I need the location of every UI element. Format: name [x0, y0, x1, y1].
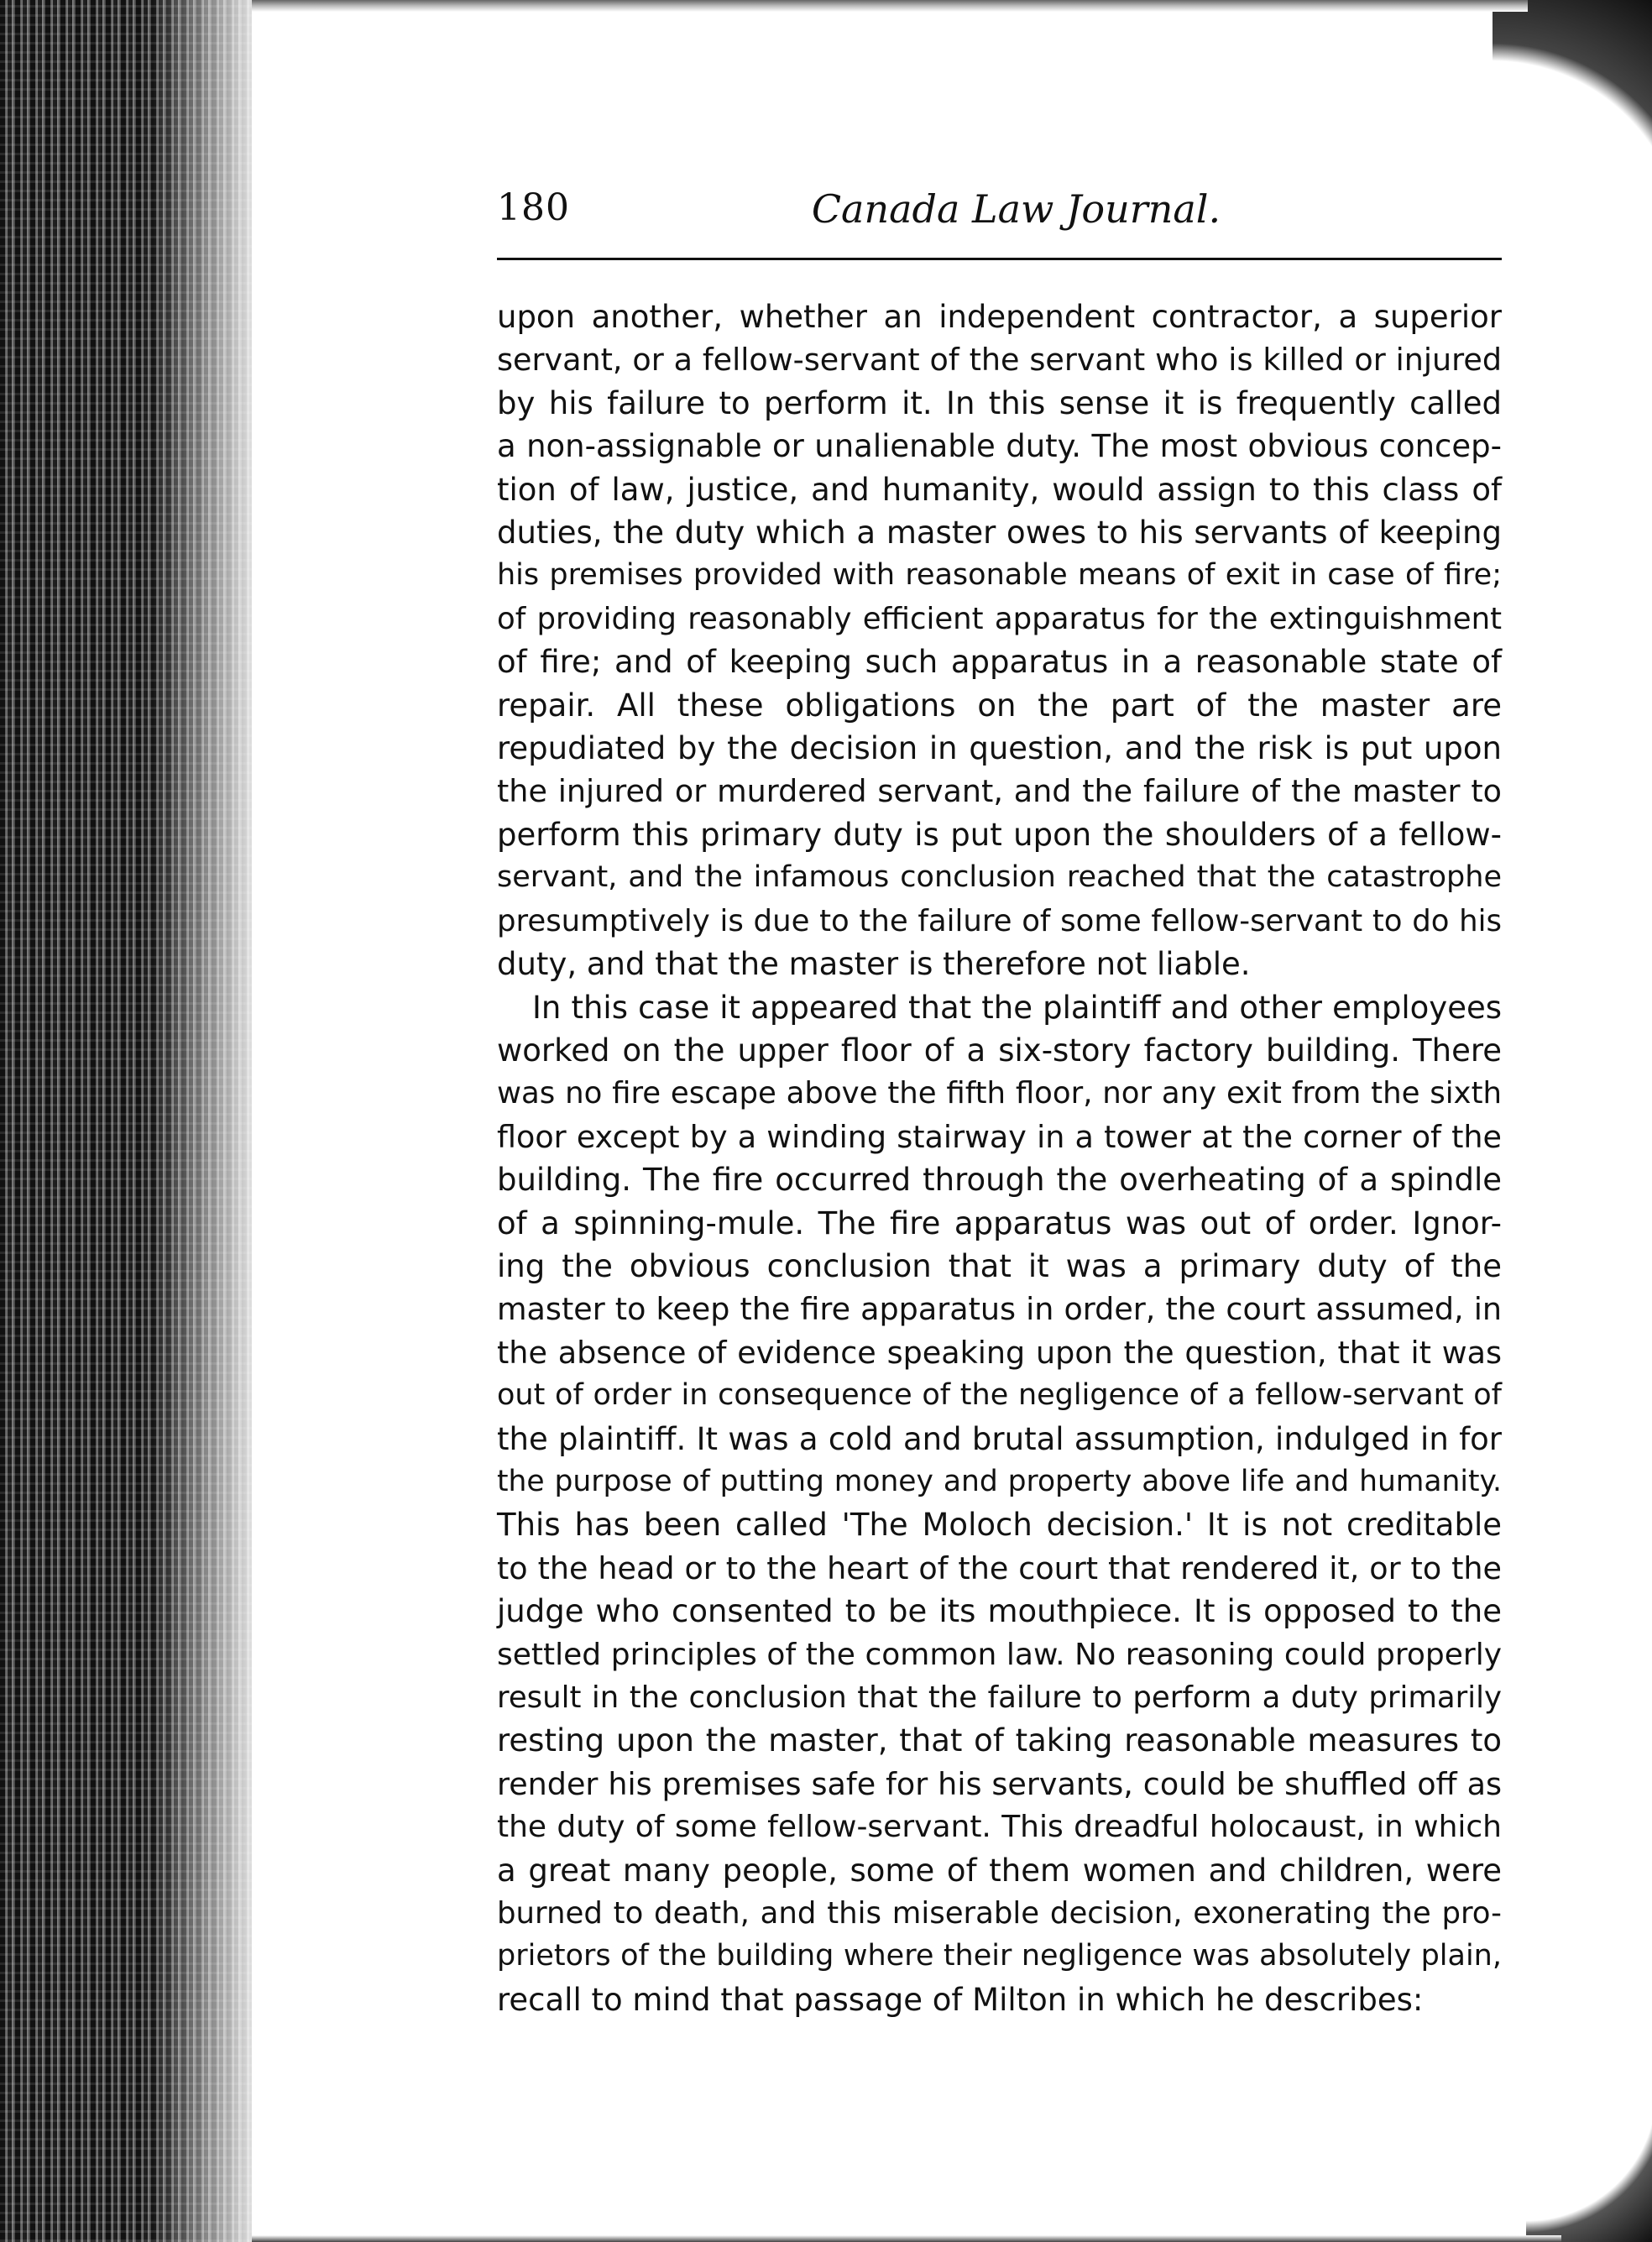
text-line: worked on the upper floor of a six-story factory building. There	[497, 1032, 1502, 1069]
text-line: servant, or a fellow-servant of the servant who is killed or injured	[497, 342, 1502, 379]
text-line: of a spinning-mule. The fire apparatus was out of order. Ignor-	[497, 1205, 1502, 1241]
page-bottom-edge	[252, 2235, 1561, 2242]
text-line: his premises provided with reasonable means of exit in case of fire;	[497, 558, 1502, 593]
paragraph-1	[497, 295, 1502, 986]
text-line: duty, and that the master is therefore not liable.	[497, 946, 1251, 983]
text-line: repair. All these obligations on the part of the master are	[497, 687, 1502, 724]
text-line: floor except by a winding stairway in a tower at the corner of the	[497, 1118, 1502, 1155]
text-line: recall to mind that passage of Milton in which he describes:	[497, 1981, 1424, 2018]
text-line: a great many people, some of them women and children, were	[497, 1852, 1502, 1889]
text-line: to the head or to the heart of the court that rendered it, or to the	[497, 1550, 1502, 1586]
text-line: judge who consented to be its mouthpiece. It is opposed to the	[497, 1593, 1502, 1630]
text-line: of providing reasonably efficient apparatus for the extinguishment	[497, 601, 1502, 636]
text-line: building. The fire occurred through the overheating of a spindle	[497, 1162, 1502, 1199]
text-line: upon another, whether an independent contractor, a superior	[497, 299, 1502, 335]
text-line: the duty of some fellow-servant. This dreadful holocaust, in which	[497, 1810, 1502, 1845]
page-number: 180	[497, 186, 570, 229]
text-line: ing the obvious conclusion that it was a primary duty of the	[497, 1247, 1502, 1284]
text-line: out of order in consequence of the negligence of a fellow-servant of	[497, 1378, 1502, 1413]
text-line: was no fire escape above the fifth floor, nor any exit from the sixth	[497, 1076, 1502, 1111]
text-line: result in the conclusion that the failure to perform a duty primarily	[497, 1680, 1502, 1715]
text-line: the absence of evidence speaking upon the question, that it was	[497, 1334, 1502, 1371]
text-line: the purpose of putting money and property above life and humanity.	[497, 1464, 1502, 1498]
text-line: of fire; and of keeping such apparatus in a reasonable state of	[497, 644, 1502, 681]
text-line: resting upon the master, that of taking reasonable measures to	[497, 1722, 1502, 1759]
running-head: Canada Law Journal.	[811, 186, 1221, 232]
text-line: master to keep the fire apparatus in order, the court assumed, in	[497, 1291, 1502, 1328]
text-line: perform this primary duty is put upon the shoulders of a fellow-	[497, 816, 1502, 853]
text-line: In this case it appeared that the plaintiff and other employees	[532, 989, 1502, 1026]
text-line: a non-assignable or unalienable duty. The most obvious concep-	[497, 428, 1502, 465]
paragraph-2	[497, 986, 1502, 2022]
header-rule	[497, 258, 1502, 260]
body-text	[497, 295, 1502, 2021]
text-line: prietors of the building where their negligence was absolutely plain,	[497, 1939, 1502, 1973]
text-line: the plaintiff. It was a cold and brutal assumption, indulged in for	[497, 1420, 1502, 1457]
text-line: render his premises safe for his servants, could be shuffled off as	[497, 1765, 1502, 1802]
page-corner-top-right	[1493, 0, 1652, 252]
page-corner-bottom-right	[1526, 2091, 1652, 2242]
text-line: repudiated by the decision in question, and the risk is put upon	[497, 730, 1502, 767]
text-line: This has been called 'The Moloch decision.' It is not creditable	[497, 1507, 1502, 1544]
page-header	[497, 186, 1502, 253]
binding-shadow	[151, 0, 269, 2242]
text-line: servant, and the infamous conclusion reached that the catastrophe	[497, 860, 1502, 895]
text-line: the injured or murdered servant, and the failure of the master to	[497, 773, 1502, 810]
text-line: by his failure to perform it. In this sense it is frequently called	[497, 384, 1502, 421]
text-line: burned to death, and this miserable decision, exonerating the pro-	[497, 1896, 1502, 1931]
text-line: presumptively is due to the failure of some fellow-servant to do his	[497, 903, 1502, 938]
page-top-edge	[252, 0, 1528, 12]
text-line: tion of law, justice, and humanity, would assign to this class of	[497, 471, 1502, 508]
text-line: duties, the duty which a master owes to his servants of keeping	[497, 515, 1502, 551]
text-line: settled principles of the common law. No reasoning could properly	[497, 1637, 1502, 1672]
